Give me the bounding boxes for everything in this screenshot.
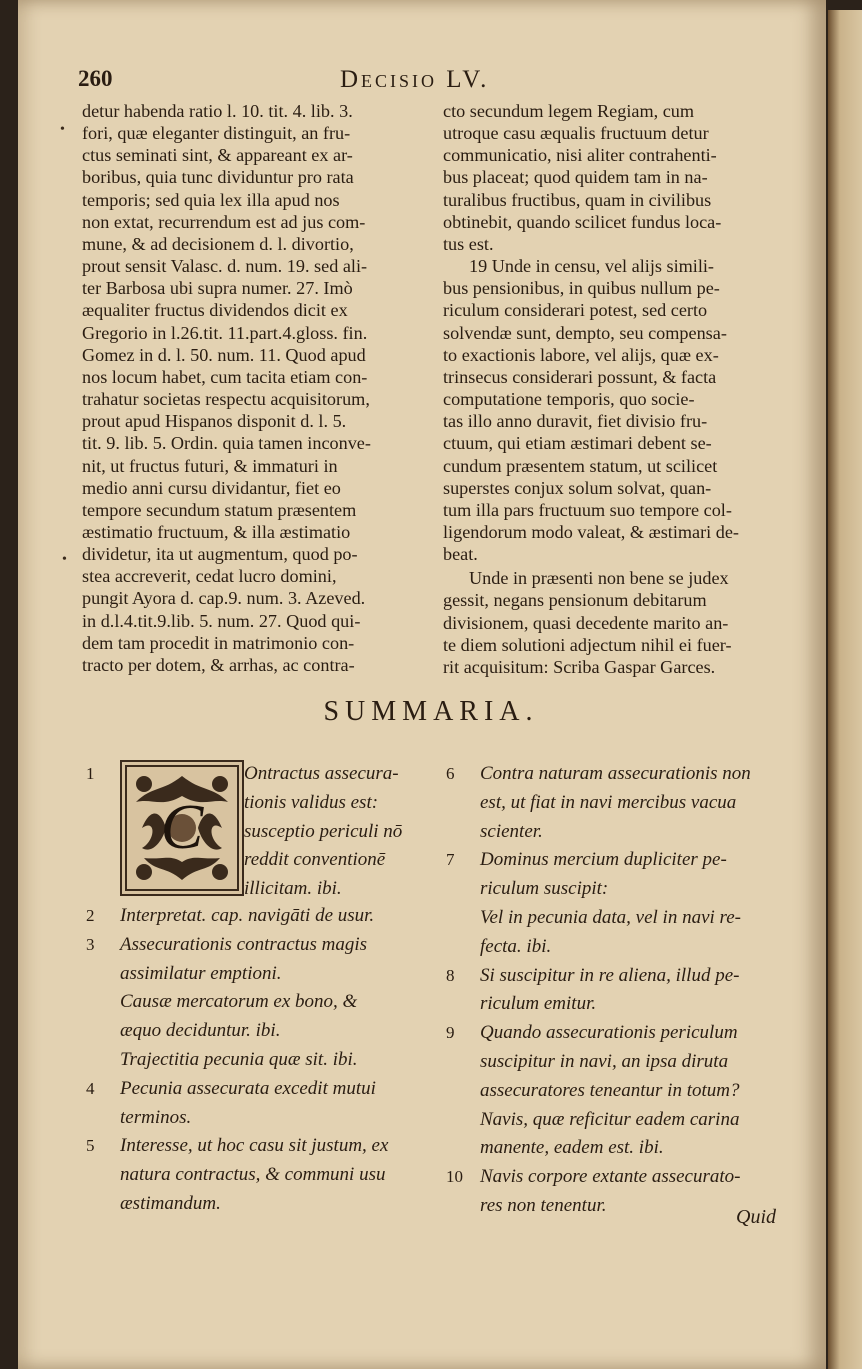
left-line: dividetur, ita ut augmentum, quod po- (82, 544, 358, 565)
right-line: gessit, negans pensionum debitarum (443, 590, 707, 611)
entry-number: 7 (446, 850, 455, 870)
entry-number: 10 (446, 1167, 463, 1187)
summary-entry (86, 1075, 432, 1133)
left-line: dem tam procedit in matrimonio con- (82, 632, 355, 653)
left-line: fori, quæ eleganter distinguit, an fru- (82, 123, 351, 144)
summary-entry (86, 1132, 432, 1218)
conclusion-line: Unde in præsenti non bene se judex (469, 568, 729, 589)
right-line: tus est. (443, 233, 494, 254)
summaria-left-column (86, 760, 432, 1219)
entry-line: Vel in pecunia data, vel in navi re- (480, 906, 741, 928)
entry-line: Interesse, ut hoc casu sit justum, ex (120, 1135, 389, 1157)
right-line: bus placeat; quod quidem tam in na- (443, 167, 708, 188)
entry-line: reddit conventionē (244, 849, 386, 871)
entry-line: terminos. (120, 1106, 192, 1128)
entry-line: Causæ mercatorum ex bono, & (120, 991, 358, 1013)
left-line: prout apud Hispanos disponit d. l. 5. (82, 411, 347, 432)
entry-number: 9 (446, 1023, 455, 1043)
left-line: non extat, recurrendum est ad jus com- (82, 211, 366, 232)
margin-mark: • (62, 552, 67, 567)
left-line: mune, & ad decisionem d. l. divortio, (82, 233, 354, 254)
left-line: tit. 9. lib. 5. Ordin. quia tamen inconve- (82, 433, 371, 454)
right-line: utroque casu æqualis fructuum detur (443, 123, 709, 144)
summary-entry (446, 962, 794, 1020)
entry-text (244, 760, 434, 904)
summary-entry (446, 1019, 794, 1163)
right-line: tum illa pars fructuum suo tempore col- (443, 499, 732, 520)
left-line: prout sensit Valasc. d. num. 19. sed ali- (82, 256, 368, 277)
entry-number: 1 (86, 764, 95, 783)
entry-line: riculum emitur. (480, 993, 597, 1015)
left-line: stea accreverit, cedat lucro domini, (82, 566, 337, 587)
right-line: superstes conjux solum solvat, quan- (443, 477, 712, 498)
left-line: Gomez in d. l. 50. num. 11. Quod apud (82, 344, 366, 365)
right-line: cundum præsentem statum, ut scilicet (443, 455, 718, 476)
entry-line: suscipitur in navi, an ipsa diruta (480, 1050, 729, 1072)
right-line: cto secundum legem Regiam, cum (443, 101, 695, 121)
summary-entry (86, 760, 432, 902)
left-line: trahatur societas respectu acquisitorum, (82, 389, 370, 410)
right-line: beat. (443, 544, 478, 565)
paragraph-19-line: 19 Unde in censu, vel alijs simili- (469, 256, 714, 277)
entry-line: Contra naturam assecurationis non (480, 763, 751, 784)
right-line: to exactionis labore, vel alijs, quæ ex- (443, 344, 719, 365)
entry-line: Assecurationis contractus magis (120, 933, 367, 955)
entry-line: natura contractus, & communi usu (120, 1164, 386, 1186)
right-line: ligendorum modo valeat, & æstimari de- (443, 521, 739, 542)
entry-line: est, ut fiat in navi mercibus vacua (480, 791, 737, 813)
right-line: divisionem, quasi decedente marito an- (443, 612, 729, 633)
summary-entry (446, 760, 794, 846)
entry-line: assimilatur emptioni. (120, 962, 282, 984)
summary-entry (446, 846, 794, 961)
right-line: trinsecus considerari possunt, & facta (443, 366, 717, 387)
right-line: riculum considerari potest, sed certo (443, 300, 708, 321)
summary-entries-left (86, 902, 432, 1219)
right-line: ctuum, qui etiam æstimari debent se- (443, 433, 712, 454)
left-line: detur habenda ratio l. 10. tit. 4. lib. 3. (82, 101, 353, 121)
right-line: obtinebit, quando scilicet fundus loca- (443, 211, 722, 232)
decorated-initial (120, 760, 244, 896)
entry-number: 2 (86, 906, 95, 925)
summary-entry (86, 931, 432, 1075)
entry-line: Interpretat. cap. navigāti de usur. (120, 905, 375, 926)
right-line: solvendæ sunt, dempto, seu compensa- (443, 322, 727, 343)
entry-line: assecuratores teneantur in totum? (480, 1079, 740, 1101)
entry-line: manente, eadem est. ibi. (480, 1137, 664, 1159)
left-line: tracto per dotem, & arrhas, ac contra- (82, 654, 355, 675)
entry-line: fecta. ibi. (480, 935, 552, 957)
right-line: rit acquisitum: Scriba Gaspar Garces. (443, 656, 716, 677)
left-line: æstimatio fructuum, & illa æstimatio (82, 521, 351, 542)
entry-number: 6 (446, 764, 455, 783)
entry-line: Dominus mercium dupliciter pe- (480, 849, 727, 871)
summary-entries-right (446, 760, 794, 1221)
entry-line: susceptio periculi nō (244, 820, 403, 842)
entry-line: res non tenentur. (480, 1194, 607, 1216)
entry-line: Si suscipitur in re aliena, illud pe- (480, 964, 740, 986)
initial-letter: C (160, 791, 204, 862)
ornament-icon (122, 762, 242, 894)
left-column (82, 100, 430, 676)
entry-line: Quando assecurationis periculum (480, 1022, 738, 1044)
right-line: turalibus fructibus, quam in civilibus (443, 189, 712, 210)
entry-number: 5 (86, 1136, 95, 1156)
summaria-heading: SUMMARIA. (323, 696, 539, 727)
entry-number: 8 (446, 965, 455, 985)
right-column (443, 100, 788, 678)
left-line: nos locum habet, cum tacita etiam con- (82, 366, 368, 387)
left-line: Gregorio in l.26.tit. 11.part.4.gloss. fin. (82, 322, 368, 343)
right-line: te diem solutioni adjectum nihil ei fuer- (443, 634, 732, 655)
summaria-right-column (446, 760, 794, 1221)
margin-mark: • (60, 122, 65, 137)
entry-line: Navis corpore extante assecurato- (480, 1166, 741, 1188)
entry-number: 3 (86, 934, 95, 954)
catchword: Quid (736, 1206, 776, 1228)
left-line: æqualiter fructus dividendos dicit ex (82, 300, 348, 321)
left-line: medio anni cursu dividantur, fiet eo (82, 477, 341, 498)
entry-line: Ontractus assecura- (244, 763, 399, 784)
running-title: Decisio LV. (340, 66, 490, 93)
entry-line: æquo deciduntur. ibi. (120, 1020, 281, 1042)
right-line: bus pensionibus, in quibus nullum pe- (443, 278, 720, 299)
left-line: in d.l.4.tit.9.lib. 5. num. 27. Quod qui- (82, 610, 361, 631)
left-line: ter Barbosa ubi supra numer. 27. Imò (82, 278, 353, 299)
left-line: nit, ut fructus futuri, & immaturi in (82, 455, 338, 476)
left-line: boribus, quia tunc dividuntur pro rata (82, 167, 354, 188)
entry-line: illicitam. ibi. (244, 878, 342, 900)
left-line: tempore secundum statum præsentem (82, 499, 357, 520)
adjacent-page-edge (828, 10, 862, 1369)
entry-line: tionis validus est: (244, 791, 379, 813)
right-line: computatione temporis, quo socie- (443, 389, 695, 410)
right-line: tas illo anno duravit, fiet divisio fru- (443, 411, 708, 432)
entry-line: Pecunia assecurata excedit mutui (120, 1077, 376, 1099)
left-line: ctus seminati sint, & appareant ex ar- (82, 145, 353, 166)
entry-line: æstimandum. (120, 1192, 221, 1214)
left-line: pungit Ayora d. cap.9. num. 3. Azeved. (82, 588, 366, 609)
left-line: temporis; sed quia lex illa apud nos (82, 189, 340, 210)
entry-number: 4 (86, 1078, 95, 1098)
entry-line: riculum suscipit: (480, 878, 609, 900)
right-line: communicatio, nisi aliter contrahenti- (443, 145, 717, 166)
entry-line: Navis, quæ reficitur eadem carina (480, 1108, 740, 1130)
page-header (78, 66, 792, 98)
entry-line: scienter. (480, 820, 543, 842)
page-number: 260 (78, 66, 113, 91)
summary-entry (86, 902, 432, 931)
entry-line: Trajectitia pecunia quæ sit. ibi. (120, 1048, 358, 1070)
